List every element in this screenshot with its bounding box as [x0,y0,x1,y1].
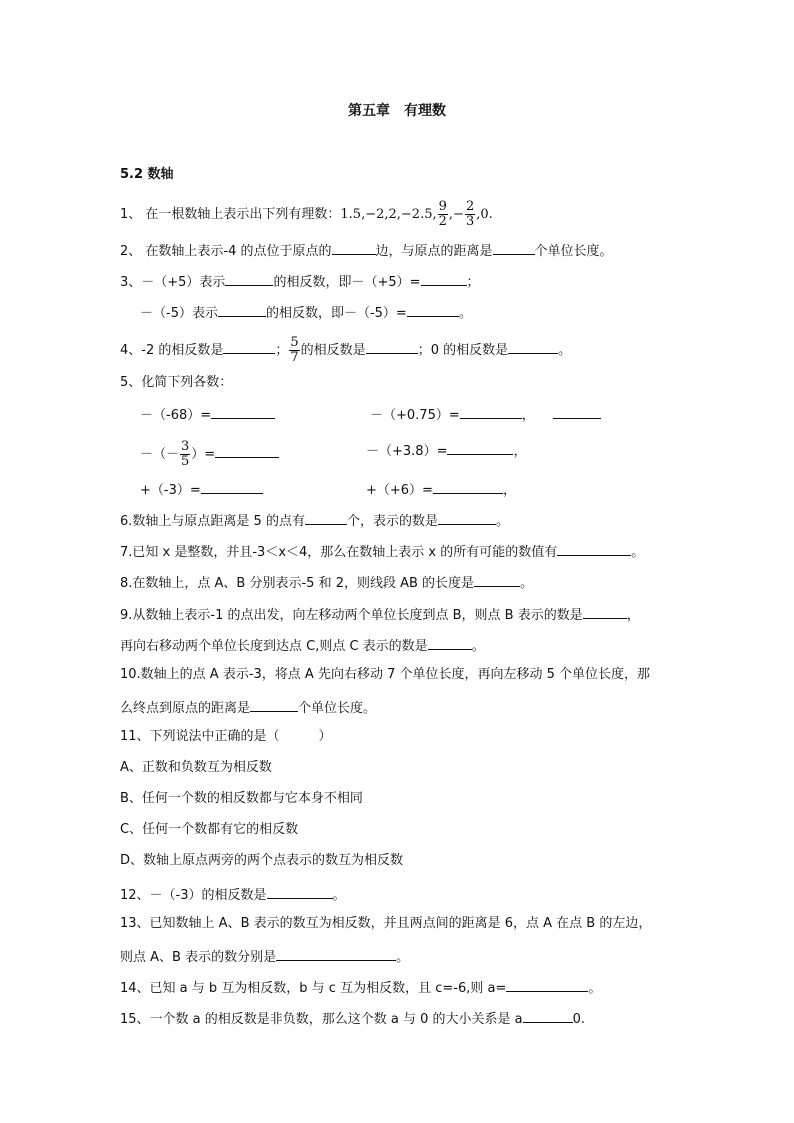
frac-den: 5 [181,454,190,469]
frac-den: 3 [465,214,475,229]
q2-text: 2、 在数轴上表示-4 的点位于原点的 [120,244,332,259]
q9-text: 9.从数轴上表示-1 的点出发，向左移动两个单位长度到点 B，则点 B 表示的数是 [120,608,583,623]
q6-text: 6.数轴上与原点距离是 5 的点有 [120,514,305,529]
answer-blank[interactable] [438,510,496,525]
q3-text: 的相反数，即－（+5）= [273,275,421,290]
question-8 [120,572,533,593]
question-14 [120,977,601,998]
q6-text: 。 [495,514,509,529]
fraction-9-2 [438,200,448,229]
answer-blank[interactable] [250,697,298,712]
answer-blank[interactable] [211,404,275,419]
page-title: 第五章 有理数 [348,103,446,119]
answer-blank[interactable] [460,404,522,419]
q9-text: ， [626,608,640,623]
q3-text: 的相反数，即－（-5）= [265,306,407,321]
frac-num: 5 [290,335,299,350]
q12-text: 12、－（-3）的相反数是 [120,888,267,903]
answer-blank[interactable] [276,946,396,961]
fraction-2-3 [465,200,475,229]
answer-blank[interactable] [447,440,513,455]
option-b: B、任何一个数的相反数都与它本身不相同 [120,791,363,806]
fraction-3-5 [180,440,190,469]
q1-tail: ,0. [476,207,493,222]
q3-text: 3、－（+5）表示 [120,275,226,290]
question-15 [120,1008,585,1029]
q4-text: ；0 的相反数是 [417,343,509,358]
frac-num: 2 [465,199,475,214]
q5-comma: ， [513,444,527,459]
q7-text: 7.已知 x 是整数，并且-3＜x＜4，那么在数轴上表示 x 的所有可能的数值有 [120,545,558,560]
answer-blank[interactable] [428,635,472,650]
answer-blank[interactable] [557,541,631,556]
q5-comma: ， [502,483,516,498]
option-d: D、数轴上原点两旁的两个点表示的数互为相反数 [120,853,404,868]
q5-item-3 [140,440,279,469]
answer-blank[interactable] [433,479,503,494]
answer-blank[interactable] [407,302,459,317]
option-a: A、正数和负数互为相反数 [120,760,272,775]
q13-text: 则点 A、B 表示的数分别是 [120,950,277,965]
question-10-cont [120,697,376,718]
q14-text: 14、已知 a 与 b 互为相反数，b 与 c 互为相反数，且 c=-6,则 a= [120,981,507,996]
q5-expr: +（-3）= [140,483,201,498]
q8-text: 。 [520,576,534,591]
answer-blank[interactable] [493,240,535,255]
q5-item-4 [366,440,526,461]
answer-blank[interactable] [583,604,627,619]
q15-text: 15、一个数 a 的相反数是非负数，那么这个数 a 与 0 的大小关系是 a [120,1012,523,1027]
q5-expr: ）= [191,447,216,462]
q5-expr: －（+3.8）= [366,444,448,459]
q5-item-2 [370,404,601,425]
question-13-cont [120,946,409,967]
q13-text: 13、已知数轴上 A、B 表示的数互为相反数，并且两点间的距离是 6，点 A 在点 B 的左边， [120,916,652,931]
answer-blank[interactable] [225,271,273,286]
q5-item-1 [140,404,275,425]
q4-text: 。 [558,343,572,358]
q5-expr: －（+0.75）= [370,408,460,423]
fraction-5-7 [289,336,299,365]
question-6 [120,510,509,531]
q14-text: 。 [588,981,602,996]
q8-text: 8.在数轴上，点 A、B 分别表示-5 和 2，则线段 AB 的长度是 [120,576,475,591]
q5-item-5 [140,479,263,500]
q1-sep: ,− [448,207,464,222]
question-12 [120,884,346,905]
frac-den: 2 [438,214,447,229]
q5-expr: －（－ [140,447,180,462]
answer-blank[interactable] [508,339,558,354]
answer-blank[interactable] [553,404,601,419]
q9-text: 。 [471,639,485,654]
option-c: C、任何一个数都有它的相反数 [120,822,299,837]
frac-num: 3 [181,439,190,454]
answer-blank[interactable] [215,443,279,458]
question-7 [120,541,644,562]
q1-numbers: 1.5,−2,2,−2.5, [340,207,437,222]
section-heading: 5.2 数轴 [120,167,174,182]
answer-blank[interactable] [223,339,275,354]
answer-blank[interactable] [366,339,418,354]
q10-text: 10.数轴上的点 A 表示-3，将点 A 先向右移动 7 个单位长度，再向左移动 5 个单位长度，那 [120,667,651,682]
q9-text: 再向右移动两个单位长度到达点 C,则点 C 表示的数是 [120,639,428,654]
q5-item-6 [366,479,516,500]
answer-blank[interactable] [267,884,333,899]
answer-blank[interactable] [421,271,467,286]
q7-text: 。 [631,545,645,560]
answer-blank[interactable] [523,1008,573,1023]
q4-text: ； [275,343,289,358]
question-3a [120,271,480,292]
question-1 [120,200,493,229]
q10-text: 个单位长度。 [298,701,377,716]
answer-blank[interactable] [218,302,266,317]
q12-text: 。 [332,888,346,903]
question-5-title: 5、化简下列各数： [120,375,233,390]
q3-text: ； [466,275,480,290]
question-11: 11、下列说法中正确的是（ ） [120,729,332,744]
question-9-cont [120,635,485,656]
q15-text: 0. [572,1012,586,1027]
q5-comma: ， [521,408,535,423]
q2-text: 个单位长度。 [534,244,613,259]
q3-text: 。 [458,306,472,321]
q13-text: 。 [396,950,410,965]
q6-text: 个，表示的数是 [346,514,438,529]
frac-den: 7 [290,350,299,365]
q3-text: －（-5）表示 [140,306,218,321]
question-10 [120,666,650,684]
question-9 [120,604,640,625]
q1-text: 1、 在一根数轴上表示出下列有理数： [120,207,341,222]
answer-blank[interactable] [506,977,588,992]
answer-blank[interactable] [332,240,376,255]
question-13 [120,915,651,933]
q4-text: 的相反数是 [300,343,366,358]
answer-blank[interactable] [474,572,520,587]
question-2 [120,240,613,261]
q4-text: 4、-2 的相反数是 [120,343,224,358]
q10-text: 么终点到原点的距离是 [120,701,251,716]
q5-expr: －（-68）= [140,408,212,423]
answer-blank[interactable] [305,510,347,525]
answer-blank[interactable] [201,479,263,494]
question-3b [140,302,472,323]
question-4 [120,336,571,365]
q5-expr: +（+6）= [366,483,433,498]
frac-num: 9 [438,199,447,214]
q2-text: 边，与原点的距离是 [375,244,493,259]
